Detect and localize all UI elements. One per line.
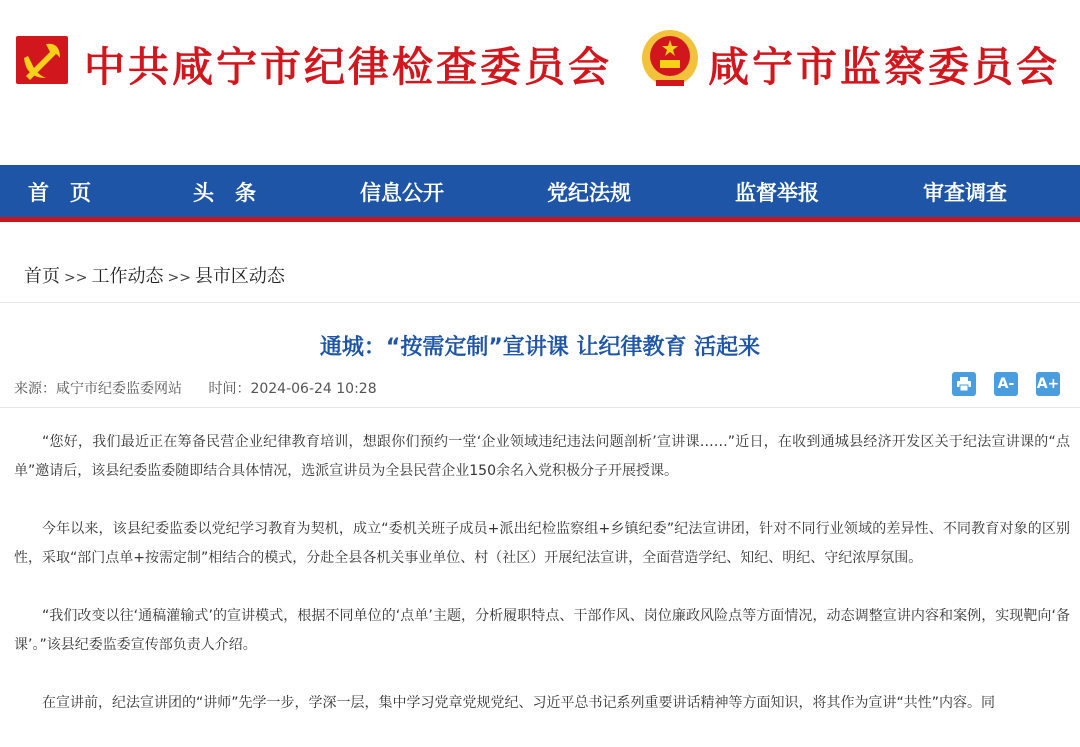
national-emblem-icon xyxy=(640,28,700,90)
main-nav xyxy=(0,165,1080,222)
print-icon xyxy=(956,376,972,392)
breadcrumb-work-news[interactable]: 工作动态 xyxy=(91,266,164,287)
article-source: 来源：咸宁市纪委监委网站 xyxy=(14,381,182,397)
article-time: 时间：2024-06-24 10:28 xyxy=(208,381,377,397)
font-increase-button[interactable]: A+ xyxy=(1036,372,1060,396)
breadcrumb-home[interactable]: 首页 xyxy=(24,266,60,287)
print-button[interactable] xyxy=(952,372,976,396)
nav-item-headlines[interactable]: 头 条 xyxy=(193,181,256,205)
site-title-supervision: 咸宁市监察委员会 xyxy=(708,43,1060,91)
nav-item-report[interactable]: 监督举报 xyxy=(735,181,819,205)
article-meta xyxy=(14,378,399,398)
site-header xyxy=(0,0,1080,165)
breadcrumb-separator: >> xyxy=(64,270,88,286)
site-title-commission: 中共咸宁市纪律检查委员会 xyxy=(84,43,612,91)
font-decrease-button[interactable]: A- xyxy=(994,372,1018,396)
article-title: 通城：“按需定制”宣讲课 让纪律教育 活起来 xyxy=(319,335,761,360)
nav-item-home[interactable]: 首 页 xyxy=(28,181,91,205)
breadcrumb-county-news[interactable]: 县市区动态 xyxy=(194,266,285,287)
article-paragraph: “您好，我们最近正在筹备民营企业纪律教育培训，想跟你们预约一堂‘企业领域违纪违法问题剖析’宣讲课……”近日，在收到通城县经济开发区关于纪法宣讲课的“点单”邀请后，该县纪委监委随即结合具体情况，选派宣讲员为全县民营企业150余名入党积极分子开展授课。 xyxy=(14,434,1070,479)
breadcrumb-separator: >> xyxy=(167,270,191,286)
article-paragraph: 在宣讲前，纪法宣讲团的“讲师”先学一步，学深一层，集中学习党章党规党纪、习近平总书记系列重要讲话精神等方面知识，将其作为宣讲“共性”内容。同 xyxy=(42,695,996,711)
nav-item-regulations[interactable]: 党纪法规 xyxy=(547,181,631,205)
divider xyxy=(0,407,1080,408)
article-paragraph: 今年以来，该县纪委监委以党纪学习教育为契机，成立“委机关班子成员+派出纪检监察组+乡镇纪委”纪法宣讲团，针对不同行业领域的差异性、不同教育对象的区别性，采取“部门点单+按需定制”相结合的模式，分赴全县各机关事业单位、村（社区）开展纪法宣讲，全面营造学纪、知纪、明纪、守纪浓厚氛围。 xyxy=(14,521,1070,566)
article-body xyxy=(14,428,1070,747)
nav-item-investigation[interactable]: 审查调查 xyxy=(923,181,1007,205)
divider xyxy=(0,302,1080,303)
article-paragraph: “我们改变以往‘通稿灌输式’的宣讲模式，根据不同单位的‘点单’主题，分析履职特点、干部作风、岗位廉政风险点等方面情况，动态调整宣讲内容和案例，实现靶向‘备课’。”该县纪委监委宣传部负责人介绍。 xyxy=(14,608,1070,653)
breadcrumb xyxy=(24,262,285,288)
article-tools xyxy=(952,372,1060,396)
nav-item-info-disclosure[interactable]: 信息公开 xyxy=(360,181,444,205)
party-emblem-icon xyxy=(12,30,72,90)
